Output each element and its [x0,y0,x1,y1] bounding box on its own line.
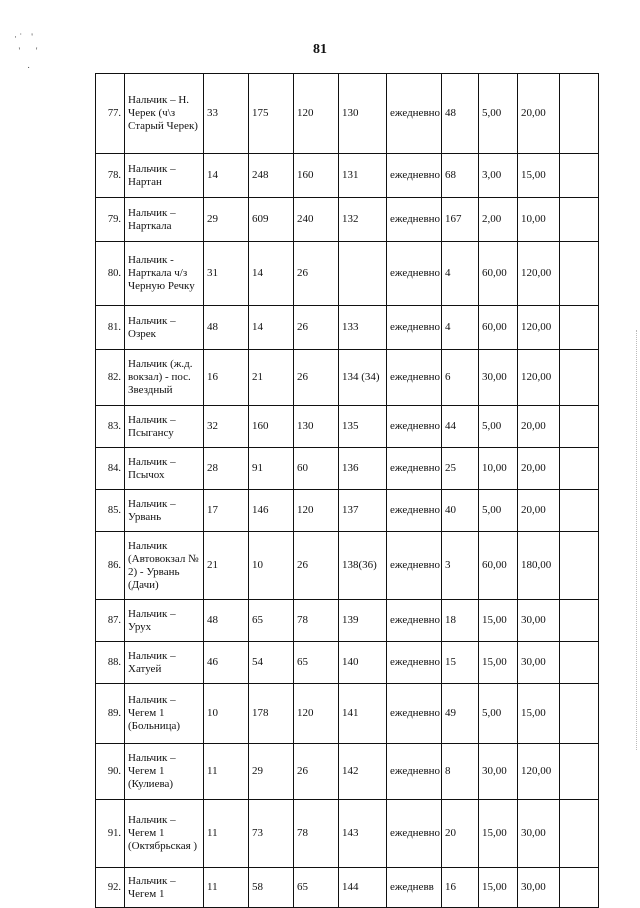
table-row [96,642,599,684]
route-code-cell: 132 [339,198,387,242]
note-cell [560,490,599,532]
vehicles-cell: 167 [442,198,479,242]
interval-cell: 5,00 [479,406,518,448]
note-cell [560,154,599,198]
vehicles-cell: 8 [442,744,479,800]
route-name: Нальчик – Чегем 1 (Кулиева) [125,744,204,800]
vehicles-cell: 48 [442,74,479,154]
interval-cell: 60,00 [479,242,518,306]
frequency-cell: ежедневно [387,490,442,532]
trips-cell: 248 [249,154,294,198]
max-interval-cell: 15,00 [518,684,560,744]
frequency-cell: ежедневно [387,350,442,406]
route-name: Нальчик – Н. Черек (ч\з Старый Черек) [125,74,204,154]
capacity-cell: 26 [294,306,339,350]
vehicles-cell: 25 [442,448,479,490]
table-row [96,350,599,406]
row-number: 86. [96,532,125,600]
distance-cell: 33 [204,74,249,154]
capacity-cell: 26 [294,744,339,800]
route-code-cell: 136 [339,448,387,490]
interval-cell: 60,00 [479,532,518,600]
max-interval-cell: 30,00 [518,868,560,908]
trips-cell: 58 [249,868,294,908]
capacity-cell: 240 [294,198,339,242]
trips-cell: 21 [249,350,294,406]
max-interval-cell: 10,00 [518,198,560,242]
table-row [96,306,599,350]
interval-cell: 5,00 [479,74,518,154]
row-number: 90. [96,744,125,800]
table-row [96,744,599,800]
interval-cell: 15,00 [479,800,518,868]
vehicles-cell: 15 [442,642,479,684]
trips-cell: 146 [249,490,294,532]
table-row [96,74,599,154]
distance-cell: 10 [204,684,249,744]
frequency-cell: ежедневно [387,684,442,744]
table-row [96,532,599,600]
capacity-cell: 65 [294,868,339,908]
capacity-cell: 26 [294,350,339,406]
route-code-cell: 143 [339,800,387,868]
route-name: Нальчик – Нарткала [125,198,204,242]
capacity-cell: 120 [294,684,339,744]
note-cell [560,642,599,684]
scan-edge-artifact [636,330,638,750]
interval-cell: 10,00 [479,448,518,490]
max-interval-cell: 15,00 [518,154,560,198]
row-number: 92. [96,868,125,908]
table-row [96,448,599,490]
distance-cell: 14 [204,154,249,198]
distance-cell: 28 [204,448,249,490]
max-interval-cell: 30,00 [518,600,560,642]
max-interval-cell: 30,00 [518,642,560,684]
capacity-cell: 160 [294,154,339,198]
max-interval-cell: 120,00 [518,744,560,800]
route-code-cell: 137 [339,490,387,532]
trips-cell: 175 [249,74,294,154]
trips-cell: 10 [249,532,294,600]
interval-cell: 5,00 [479,490,518,532]
note-cell [560,242,599,306]
max-interval-cell: 30,00 [518,800,560,868]
trips-cell: 178 [249,684,294,744]
vehicles-cell: 16 [442,868,479,908]
trips-cell: 29 [249,744,294,800]
vehicles-cell: 4 [442,242,479,306]
row-number: 91. [96,800,125,868]
route-name: Нальчик – Чегем 1 (Октябрьская ) [125,800,204,868]
vehicles-cell: 3 [442,532,479,600]
route-code-cell: 134 (34) [339,350,387,406]
frequency-cell: ежедневно [387,306,442,350]
max-interval-cell: 20,00 [518,490,560,532]
distance-cell: 21 [204,532,249,600]
row-number: 88. [96,642,125,684]
row-number: 79. [96,198,125,242]
trips-cell: 65 [249,600,294,642]
interval-cell: 5,00 [479,684,518,744]
route-name: Нальчик – Хатуей [125,642,204,684]
vehicles-cell: 4 [442,306,479,350]
frequency-cell: ежедневно [387,198,442,242]
trips-cell: 160 [249,406,294,448]
note-cell [560,74,599,154]
distance-cell: 11 [204,868,249,908]
capacity-cell: 130 [294,406,339,448]
note-cell [560,406,599,448]
capacity-cell: 65 [294,642,339,684]
table-row [96,868,599,908]
row-number: 89. [96,684,125,744]
distance-cell: 11 [204,744,249,800]
max-interval-cell: 20,00 [518,448,560,490]
frequency-cell: ежедневно [387,532,442,600]
note-cell [560,448,599,490]
route-name: Нальчик – Псыгансу [125,406,204,448]
route-code-cell: 131 [339,154,387,198]
route-name: Нальчик (ж.д. вокзал) - пос. Звездный [125,350,204,406]
interval-cell: 30,00 [479,350,518,406]
interval-cell: 3,00 [479,154,518,198]
note-cell [560,684,599,744]
route-code-cell: 144 [339,868,387,908]
row-number: 82. [96,350,125,406]
frequency-cell: ежедневно [387,744,442,800]
route-name: Нальчик – Чегем 1 (Больница) [125,684,204,744]
frequency-cell: ежедневно [387,448,442,490]
vehicles-cell: 18 [442,600,479,642]
route-name: Нальчик – Урвань [125,490,204,532]
max-interval-cell: 120,00 [518,350,560,406]
vehicles-cell: 44 [442,406,479,448]
row-number: 85. [96,490,125,532]
trips-cell: 609 [249,198,294,242]
distance-cell: 16 [204,350,249,406]
trips-cell: 91 [249,448,294,490]
distance-cell: 48 [204,600,249,642]
trips-cell: 73 [249,800,294,868]
distance-cell: 31 [204,242,249,306]
row-number: 77. [96,74,125,154]
table-row [96,242,599,306]
frequency-cell: ежедневв [387,868,442,908]
route-code-cell [339,242,387,306]
interval-cell: 2,00 [479,198,518,242]
table-row [96,490,599,532]
route-code-cell: 133 [339,306,387,350]
note-cell [560,800,599,868]
route-code-cell: 142 [339,744,387,800]
table-row [96,600,599,642]
capacity-cell: 120 [294,490,339,532]
vehicles-cell: 6 [442,350,479,406]
route-name: Нальчик – Чегем 1 [125,868,204,908]
vehicles-cell: 20 [442,800,479,868]
row-number: 81. [96,306,125,350]
routes-table [95,73,599,908]
capacity-cell: 78 [294,600,339,642]
row-number: 83. [96,406,125,448]
row-number: 87. [96,600,125,642]
note-cell [560,532,599,600]
row-number: 80. [96,242,125,306]
max-interval-cell: 20,00 [518,74,560,154]
distance-cell: 29 [204,198,249,242]
capacity-cell: 26 [294,532,339,600]
frequency-cell: ежедневно [387,600,442,642]
distance-cell: 46 [204,642,249,684]
capacity-cell: 60 [294,448,339,490]
route-name: Нальчик – Нартан [125,154,204,198]
interval-cell: 15,00 [479,868,518,908]
frequency-cell: ежедневно [387,74,442,154]
frequency-cell: ежедневно [387,406,442,448]
interval-cell: 15,00 [479,642,518,684]
routes-table-body [96,74,599,908]
note-cell [560,306,599,350]
note-cell [560,868,599,908]
row-number: 84. [96,448,125,490]
route-code-cell: 139 [339,600,387,642]
interval-cell: 15,00 [479,600,518,642]
route-code-cell: 130 [339,74,387,154]
frequency-cell: ежедневно [387,800,442,868]
page-number: 81 [313,42,327,57]
table-row [96,198,599,242]
route-name: Нальчик – Псычох [125,448,204,490]
distance-cell: 32 [204,406,249,448]
distance-cell: 17 [204,490,249,532]
trips-cell: 14 [249,242,294,306]
trips-cell: 14 [249,306,294,350]
route-code-cell: 138(36) [339,532,387,600]
capacity-cell: 26 [294,242,339,306]
table-row [96,406,599,448]
distance-cell: 48 [204,306,249,350]
capacity-cell: 78 [294,800,339,868]
note-cell [560,198,599,242]
interval-cell: 30,00 [479,744,518,800]
capacity-cell: 120 [294,74,339,154]
frequency-cell: ежедневно [387,242,442,306]
max-interval-cell: 20,00 [518,406,560,448]
route-name: Нальчик - Нарткала ч/з Черную Речку [125,242,204,306]
note-cell [560,744,599,800]
route-name: Нальчик – Урух [125,600,204,642]
table-row [96,800,599,868]
route-code-cell: 141 [339,684,387,744]
frequency-cell: ежедневно [387,642,442,684]
trips-cell: 54 [249,642,294,684]
route-code-cell: 140 [339,642,387,684]
max-interval-cell: 180,00 [518,532,560,600]
scan-specks: · ˙ ' ' ' . [14,32,38,70]
note-cell [560,600,599,642]
distance-cell: 11 [204,800,249,868]
table-row [96,154,599,198]
vehicles-cell: 68 [442,154,479,198]
vehicles-cell: 40 [442,490,479,532]
table-row [96,684,599,744]
route-name: Нальчик – Озрек [125,306,204,350]
max-interval-cell: 120,00 [518,242,560,306]
route-code-cell: 135 [339,406,387,448]
frequency-cell: ежедневно [387,154,442,198]
route-name: Нальчик (Автовокзал № 2) - Урвань (Дачи) [125,532,204,600]
row-number: 78. [96,154,125,198]
max-interval-cell: 120,00 [518,306,560,350]
vehicles-cell: 49 [442,684,479,744]
interval-cell: 60,00 [479,306,518,350]
note-cell [560,350,599,406]
